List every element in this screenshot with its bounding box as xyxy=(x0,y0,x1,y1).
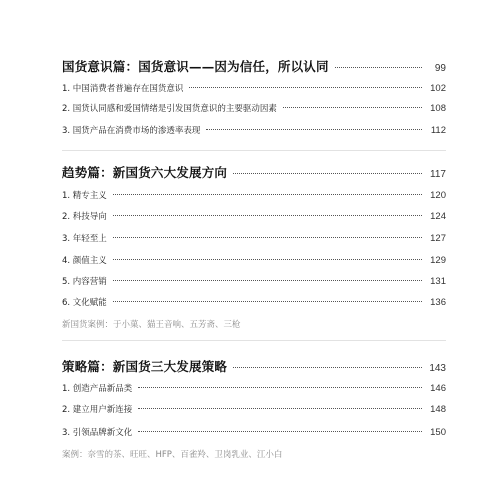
entry-label: 1. 精专主义 xyxy=(62,191,107,201)
page-number: 150 xyxy=(430,427,446,438)
dot-leader xyxy=(138,431,422,432)
toc-section-title-1[interactable] xyxy=(62,57,446,75)
toc-entry[interactable] xyxy=(62,210,446,222)
toc-entry[interactable] xyxy=(62,232,446,244)
page-number: 117 xyxy=(430,169,446,180)
toc-entry[interactable] xyxy=(62,275,446,287)
toc-section-title-2[interactable] xyxy=(62,163,446,181)
dot-leader xyxy=(189,87,422,88)
dot-leader xyxy=(233,367,422,368)
entry-label: 6. 文化赋能 xyxy=(62,298,107,308)
dot-leader xyxy=(283,107,422,108)
entry-label: 1. 创造产品新品类 xyxy=(62,384,133,394)
page-number: 143 xyxy=(429,363,446,374)
dot-leader xyxy=(138,408,422,409)
entry-label: 2. 国货认同感和爱国情绪是引发国货意识的主要驱动因素 xyxy=(62,104,277,114)
entry-label: 2. 科技导向 xyxy=(62,212,107,222)
section-title: 策略篇：新国货三大发展策略 xyxy=(62,359,228,374)
toc-entry[interactable] xyxy=(62,82,446,94)
dot-leader xyxy=(113,215,422,216)
page-number: 108 xyxy=(430,103,446,114)
case-list: 新国货案例：于小菓、猫王音响、五芳斋、三枪 xyxy=(62,320,241,330)
page-number: 99 xyxy=(434,63,446,74)
dot-leader xyxy=(233,173,422,174)
page-number: 102 xyxy=(430,83,446,94)
toc-entry[interactable] xyxy=(62,189,446,201)
dot-leader xyxy=(113,237,422,238)
section-divider xyxy=(62,340,446,341)
dot-leader xyxy=(113,194,422,195)
toc-section-title-3[interactable] xyxy=(62,357,446,375)
toc-entry[interactable] xyxy=(62,403,446,415)
dot-leader xyxy=(138,387,422,388)
toc-entry[interactable] xyxy=(62,102,446,114)
page-number: 131 xyxy=(430,276,446,287)
section-title: 趋势篇：新国货六大发展方向 xyxy=(62,165,228,180)
entry-label: 1. 中国消费者普遍存在国货意识 xyxy=(62,84,184,94)
section-divider xyxy=(62,150,446,151)
page-number: 146 xyxy=(430,383,446,394)
dot-leader xyxy=(113,280,422,281)
entry-label: 3. 引领品牌新文化 xyxy=(62,428,133,438)
page-number: 136 xyxy=(430,297,446,308)
page-number: 127 xyxy=(430,233,446,244)
dot-leader xyxy=(113,259,422,260)
page-number: 129 xyxy=(430,255,446,266)
dot-leader xyxy=(206,129,422,130)
section-title: 国货意识篇：国货意识——因为信任，所以认同 xyxy=(62,59,329,74)
case-list: 案例：奈雪的茶、旺旺、HFP、百雀羚、卫岗乳业、江小白 xyxy=(62,450,283,460)
entry-label: 2. 建立用户新连接 xyxy=(62,405,133,415)
entry-label: 3. 国货产品在消费市场的渗透率表现 xyxy=(62,126,201,136)
entry-label: 3. 年轻至上 xyxy=(62,234,107,244)
page-number: 120 xyxy=(430,190,446,201)
toc-entry[interactable] xyxy=(62,124,446,136)
dot-leader xyxy=(335,67,422,68)
entry-label: 5. 内容营销 xyxy=(62,277,107,287)
entry-label: 4. 颜值主义 xyxy=(62,256,107,266)
dot-leader xyxy=(113,301,422,302)
toc-entry[interactable] xyxy=(62,254,446,266)
page-number: 148 xyxy=(430,404,446,415)
toc-entry[interactable] xyxy=(62,296,446,308)
toc-entry[interactable] xyxy=(62,426,446,438)
page-number: 124 xyxy=(430,211,446,222)
page-number: 112 xyxy=(430,125,446,136)
toc-entry[interactable] xyxy=(62,382,446,394)
